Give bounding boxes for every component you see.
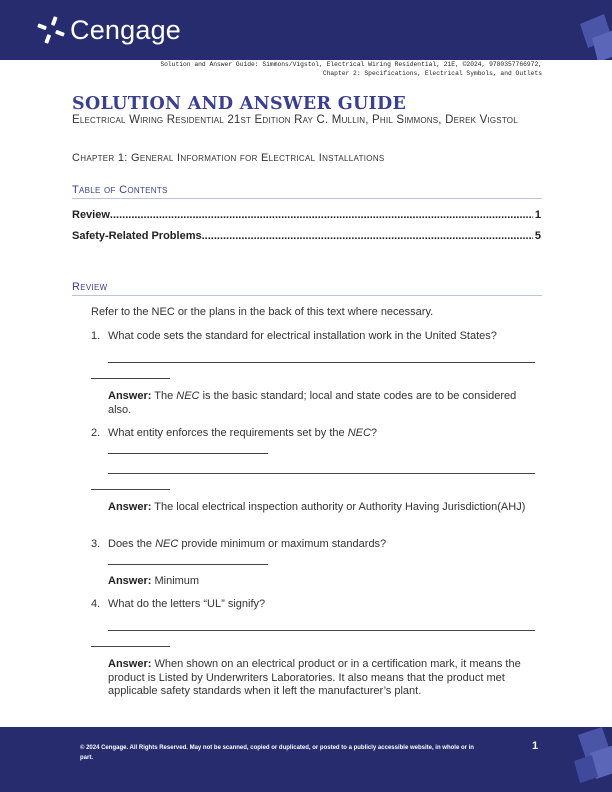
answer-text-post: is the basic standard; local and state codes are to be considered also. (108, 390, 517, 416)
toc-entry-review[interactable] (72, 209, 541, 221)
question-text: What code sets the standard for electrical installation work in the United States? (108, 330, 497, 342)
citation-line-1: Solution and Answer Guide: Simmons/Vigstol, Electrical Wiring Residential, 21E, ©2024, 9780357766972, (160, 61, 542, 68)
question-number: 2. (91, 427, 101, 439)
corner-decoration-icon (574, 8, 612, 60)
question-1 (91, 329, 541, 343)
toc-leader-dots (110, 209, 533, 221)
question-number: 3. (91, 538, 101, 550)
cengage-logo-icon (36, 15, 66, 45)
logo-text: Cengage (70, 14, 181, 45)
cengage-logo (36, 13, 181, 47)
toc-entry-label: Review (72, 209, 110, 221)
answer-4 (108, 658, 540, 699)
question-text (108, 426, 541, 440)
question-text: What do the letters “UL” signify? (108, 598, 266, 610)
answer-line[interactable] (108, 362, 535, 363)
chapter-name: General Information for Electrical Installations (130, 152, 385, 164)
question-text-em: NEC (347, 427, 371, 439)
question-text (108, 537, 541, 551)
toc-leader-dots (202, 230, 533, 242)
question-number: 1. (91, 330, 101, 342)
toc-entry-safety[interactable] (72, 230, 541, 242)
document-title: SOLUTION AND ANSWER GUIDE (72, 94, 407, 114)
toc-entry-page: 5 (534, 230, 541, 242)
answer-line[interactable] (108, 630, 535, 631)
answer-text: The local electrical inspection authority or Authority Having Jurisdiction(AHJ) (154, 501, 526, 513)
question-text-pre: Does the (108, 538, 156, 550)
answer-label: Answer: (108, 390, 152, 402)
question-3 (91, 537, 541, 551)
answer-1 (108, 390, 540, 417)
answer-line[interactable] (108, 564, 268, 565)
answer-text-pre: The (154, 390, 177, 402)
answer-3 (108, 575, 540, 589)
answer-label: Answer: (108, 575, 152, 587)
review-heading: Review (72, 281, 542, 296)
question-text-pre: What entity enforces the requirements set by the (108, 427, 348, 439)
corner-decoration-icon (568, 727, 612, 792)
answer-line[interactable] (91, 646, 170, 647)
answer-line[interactable] (91, 378, 170, 379)
answer-label: Answer: (108, 501, 152, 513)
toc-heading: Table of Contents (72, 184, 542, 199)
page-number: 1 (532, 740, 539, 752)
citation-line-2: Chapter 2: Specifications, Electrical Symbols, and Outlets (322, 70, 542, 77)
chapter-label: Chapter 1: (72, 152, 128, 164)
copyright-notice: © 2024 Cengage. All Rights Reserved. May not be scanned, copied or duplicated, or posted to a publicly accessible website, in whole or in part. (80, 745, 474, 761)
header-bar (0, 0, 612, 60)
question-4 (91, 597, 541, 611)
answer-text-em: NEC (176, 390, 200, 402)
question-number: 4. (91, 598, 101, 610)
question-text-em: NEC (155, 538, 179, 550)
answer-line[interactable] (91, 489, 170, 490)
answer-text: Minimum (154, 575, 200, 587)
chapter-heading (72, 152, 385, 164)
footer-bar (0, 727, 612, 792)
answer-line[interactable] (108, 453, 268, 454)
toc-entry-page: 1 (534, 209, 541, 221)
answer-2 (108, 501, 540, 515)
citation-header (40, 60, 542, 78)
review-intro: Refer to the NEC or the plans in the back of this text where necessary. (91, 306, 434, 318)
question-text-post: ? (370, 427, 378, 439)
answer-text: When shown on an electrical product or in a certification mark, it means the product is Listed by Underwriters Laboratories. It also means that the product met applicable safety standards when it left the manufacturer’s plant. (108, 658, 521, 697)
question-text-post: provide minimum or maximum standards? (178, 538, 387, 550)
document-subtitle: Electrical Wiring Residential 21st Edition Ray C. Mullin, Phil Simmons, Derek Vigstol (72, 114, 518, 126)
question-2 (91, 426, 541, 440)
answer-label: Answer: (108, 658, 152, 670)
toc-entry-label: Safety-Related Problems (72, 230, 202, 242)
answer-line[interactable] (108, 473, 535, 474)
